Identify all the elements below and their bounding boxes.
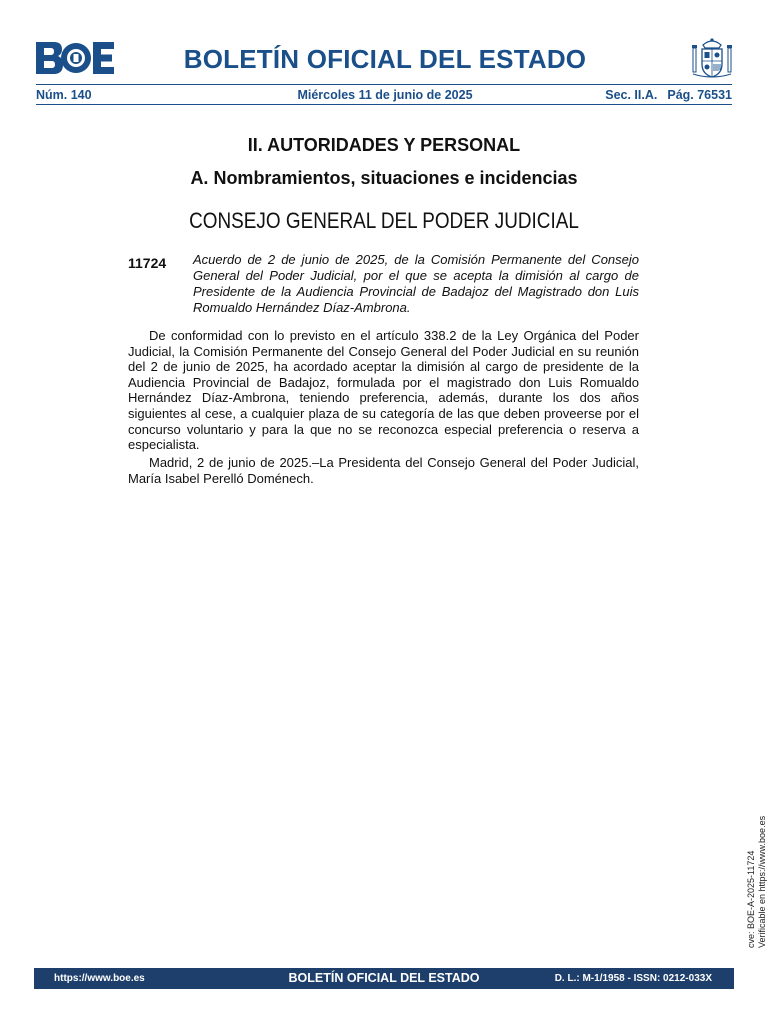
section-page xyxy=(605,88,732,102)
signature-paragraph xyxy=(128,455,639,486)
organization-heading: CONSEJO GENERAL DEL PODER JUDICIAL xyxy=(189,208,579,233)
header-rule xyxy=(36,84,732,85)
footer-legal: D. L.: M-1/1958 - ISSN: 0212-033X xyxy=(554,973,712,984)
issue-date: Miércoles 11 de junio de 2025 xyxy=(297,88,473,102)
page-label: Pág. 76531 xyxy=(667,88,732,102)
verify-link[interactable]: Verificable en https://www.boe.es xyxy=(756,815,767,948)
footer-bar xyxy=(34,968,734,989)
boe-logo-icon xyxy=(36,42,116,74)
footer-title: BOLETÍN OFICIAL DEL ESTADO xyxy=(288,971,480,985)
subsection-heading: A. Nombramientos, situaciones e incidencias xyxy=(190,168,578,188)
verification-note xyxy=(746,816,767,948)
section-label: Sec. II.A. xyxy=(605,88,658,102)
issue-number: Núm. 140 xyxy=(36,88,92,102)
disposition-summary: Acuerdo de 2 de junio de 2025, de la Comisión Permanente del Consejo General del Poder Judicial, por el que se acepta la dimisión al cargo de Presidente de la Audiencia Provincial de Badajoz del Magistrado don Luis Romualdo Hernández Díaz-Ambrona. xyxy=(193,252,639,315)
masthead-title: BOLETÍN OFICIAL DEL ESTADO xyxy=(183,44,587,74)
meta-rule xyxy=(36,104,732,105)
cve-code: cve: BOE-A-2025-11724 xyxy=(746,850,756,948)
section-heading: II. AUTORIDADES Y PERSONAL xyxy=(247,135,521,155)
footer-url-link[interactable]: https://www.boe.es xyxy=(54,973,145,984)
paragraph-text: Madrid, 2 de junio de 2025.–La Presidenta del Consejo General del Poder Judicial, María Isabel Perelló Doménech. xyxy=(128,455,639,486)
body-paragraph xyxy=(128,328,639,453)
disposition-number: 11724 xyxy=(128,255,167,271)
paragraph-text: De conformidad con lo previsto en el artículo 338.2 de la Ley Orgánica del Poder Judicial, la Comisión Permanente del Consejo General del Poder Judicial en su reunión del 2 de junio de 2025, ha acordado aceptar la dimisión al cargo de presidente de la Audiencia Provincial de Badajoz, formulada por el magistrado don Luis Romualdo Hernández Díaz-Ambrona, teniendo preferencia, además, durante los dos años siguientes al cese, a cualquier plaza de su categoría de las que deben proveerse por el concurso voluntario y para la que no se reconozca especial preferencia o reserva a especialista. xyxy=(128,328,639,453)
spain-coat-of-arms-icon xyxy=(690,36,734,80)
